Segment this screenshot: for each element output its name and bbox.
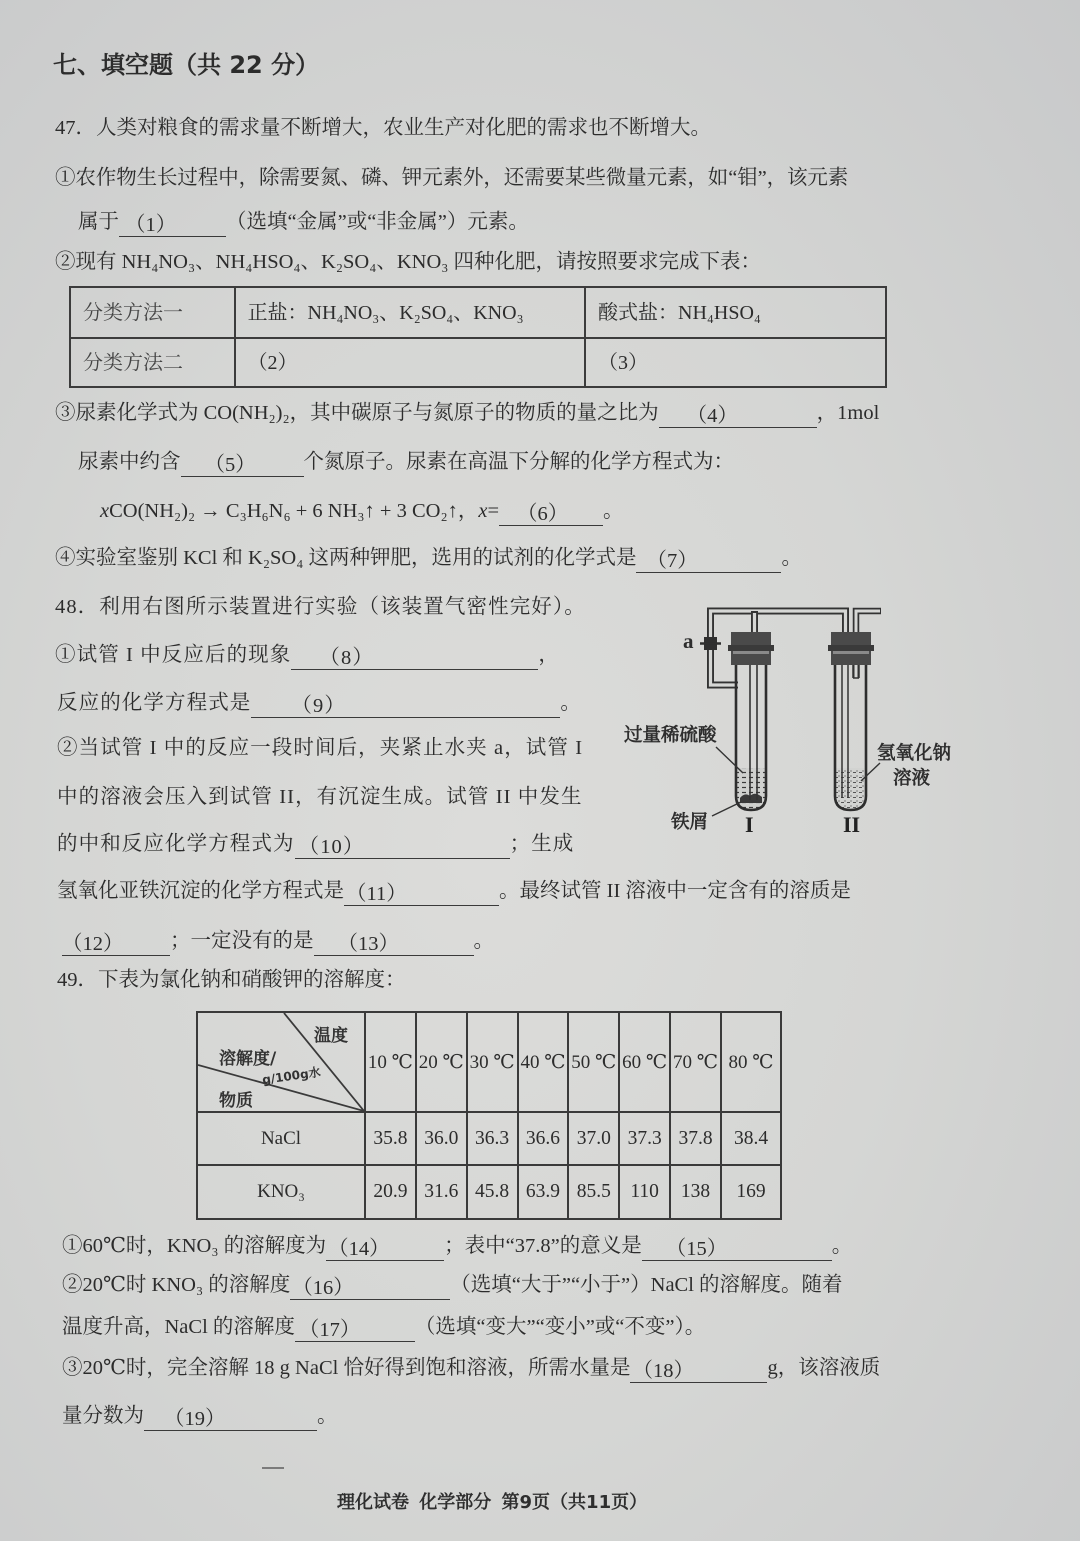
solubility-value: 85.5 xyxy=(568,1165,619,1219)
iron-filings-label: 铁屑 xyxy=(671,812,709,833)
section-title: 七、填空题（共 22 分） xyxy=(53,51,320,79)
q47-part4-prefix: ④实验室鉴别 KCl 和 K₂SO₄ 这两种钾肥，选用的试剂的化学式是 xyxy=(55,547,637,569)
blank-number: （1） xyxy=(125,214,177,236)
equation-coefficient: x xyxy=(100,500,110,522)
corner-unit-label: g/100g水 xyxy=(261,1064,322,1088)
q48-part2-line4-suffix: 。最终试管 II 溶液中一定含有的溶质是 xyxy=(499,880,851,902)
q47-part3-line2 xyxy=(78,449,734,477)
tube-1-label: I xyxy=(745,812,754,837)
temperature-header: 20 ℃ xyxy=(416,1012,467,1112)
answer-blank-9[interactable] xyxy=(251,694,560,718)
table-row xyxy=(70,287,886,338)
equation-variable: x xyxy=(478,500,488,522)
solubility-value: 138 xyxy=(670,1165,721,1219)
answer-blank-3[interactable]: （3） xyxy=(585,338,886,387)
corner-substance-label: 物质 xyxy=(219,1091,253,1111)
q48-part2-line1: ②当试管 I 中的反应一段时间后，夹紧止水夹 a，试管 I xyxy=(57,737,584,759)
answer-blank-13[interactable] xyxy=(314,932,474,956)
tube-2-label: II xyxy=(843,812,861,837)
answer-blank-15[interactable] xyxy=(642,1237,832,1261)
q48-part2-line4-prefix: 氢氧化亚铁沉淀的化学方程式是 xyxy=(57,880,344,902)
corner-temperature-label: 温度 xyxy=(314,1026,348,1046)
q48-part2-line3 xyxy=(57,831,574,859)
q48-part1-line2 xyxy=(57,690,582,718)
answer-blank-6[interactable] xyxy=(499,502,603,526)
q49-stem: 49．下表为氯化钠和硝酸钾的溶解度： xyxy=(57,969,406,991)
acid-label: 过量稀硫酸 xyxy=(624,725,717,746)
blank-number: （13） xyxy=(337,933,399,955)
temperature-header: 40 ℃ xyxy=(518,1012,569,1112)
solubility-table xyxy=(196,1011,782,1220)
solubility-value: 20.9 xyxy=(365,1165,416,1219)
q49-part3-prefix: ③20℃时，完全溶解 18 g NaCl 恰好得到饱和溶液，所需水量是 xyxy=(62,1357,631,1379)
blank-number: （18） xyxy=(632,1360,694,1382)
blank-number: （12） xyxy=(62,933,124,955)
solubility-value: 38.4 xyxy=(721,1112,781,1165)
q47-part1-line1: ①农作物生长过程中，除需要氮、磷、钾元素外，还需要某些微量元素，如“钼”，该元素 xyxy=(55,167,849,189)
q49-part1-suffix: 。 xyxy=(831,1235,853,1257)
q49-part2-line2 xyxy=(62,1314,705,1342)
q49-part3b-suffix: 。 xyxy=(317,1405,338,1427)
temperature-header: 80 ℃ xyxy=(721,1012,781,1112)
q47-stem: 47．人类对粮食的需求量不断增大，农业生产对化肥的需求也不断增大。 xyxy=(55,117,711,139)
q49-part2-line1 xyxy=(62,1272,843,1300)
q49-part1 xyxy=(62,1233,852,1261)
q49-part2b-prefix: 温度升高，NaCl 的溶解度 xyxy=(62,1316,295,1338)
equation-equals: = xyxy=(487,500,500,522)
table-cell-method: 分类方法二 xyxy=(70,338,235,387)
blank-number: （16） xyxy=(292,1277,354,1299)
q48-stem: 48．利用右图所示装置进行实验（该装置气密性完好）。 xyxy=(55,596,586,618)
answer-blank-8[interactable] xyxy=(291,646,538,670)
solubility-value: 36.3 xyxy=(467,1112,518,1165)
answer-blank-12[interactable] xyxy=(62,932,170,956)
q48-part2-line3-prefix: 的中和反应化学方程式为 xyxy=(57,833,295,855)
q47-part2-text: ②现有 NH₄NO₃、NH₄HSO₄、K₂SO₄、KNO₃ 四种化肥，请按照要求完成下表： xyxy=(55,251,762,273)
q49-part1-middle: ；表中“37.8”的意义是 xyxy=(444,1235,642,1257)
q48-part1-suffix: ， xyxy=(538,644,560,666)
stray-mark xyxy=(262,1467,284,1469)
table-header-row xyxy=(197,1012,781,1112)
blank-number: （15） xyxy=(665,1238,728,1260)
table-corner-cell xyxy=(197,1012,365,1112)
substance-cell: KNO₃ xyxy=(197,1165,365,1219)
q48-part2-line3-suffix: ；生成 xyxy=(509,833,575,855)
table-cell-method: 分类方法一 xyxy=(70,287,235,338)
solubility-value: 37.3 xyxy=(619,1112,670,1165)
blank-number: （9） xyxy=(291,695,346,717)
clamp-label-a: a xyxy=(683,629,694,653)
blank-number: （10） xyxy=(298,836,365,858)
naoh-label-line2: 溶液 xyxy=(893,768,931,789)
naoh-label-line1: 氢氧化钠 xyxy=(877,743,952,764)
answer-blank-16[interactable] xyxy=(290,1276,450,1300)
solubility-value: 169 xyxy=(721,1165,781,1219)
q47-part1-line2 xyxy=(78,209,529,237)
answer-blank-10[interactable] xyxy=(295,835,510,859)
substance-cell: NaCl xyxy=(197,1112,365,1165)
acid-leader-line xyxy=(716,747,743,773)
q49-part2b-suffix: （选填“变大”“变小”或“不变”）。 xyxy=(414,1316,706,1338)
iron-leader-line xyxy=(712,802,741,816)
answer-blank-7[interactable] xyxy=(636,549,781,573)
blank-number: （11） xyxy=(346,883,407,905)
answer-blank-4[interactable] xyxy=(659,404,817,428)
blank-number: （6） xyxy=(517,503,569,525)
q48-part2-line2: 中的溶液会压入到试管 II，有沉淀生成。试管 II 中发生 xyxy=(57,786,583,808)
solubility-value: 36.6 xyxy=(518,1112,569,1165)
answer-blank-2[interactable]: （2） xyxy=(235,338,585,387)
solubility-value: 35.8 xyxy=(365,1112,416,1165)
blank-number: （8） xyxy=(319,647,374,669)
q48-part2-line5-suffix: 。 xyxy=(473,930,494,952)
q49-part1-prefix: ①60℃时，KNO₃ 的溶解度为 xyxy=(62,1235,327,1257)
q47-part3-prefix: ③尿素化学式为 CO(NH₂)₂，其中碳原子与氮原子的物质的量之比为 xyxy=(55,402,659,424)
answer-blank-19[interactable] xyxy=(144,1407,317,1431)
q47-part1-prefix: 属于 xyxy=(78,211,119,233)
solubility-value: 37.8 xyxy=(670,1112,721,1165)
answer-blank-5[interactable] xyxy=(181,453,304,477)
solubility-value: 36.0 xyxy=(416,1112,467,1165)
temperature-header: 50 ℃ xyxy=(568,1012,619,1112)
q47-part4-suffix: 。 xyxy=(781,547,802,569)
answer-blank-11[interactable] xyxy=(344,882,499,906)
q48-part1b-suffix: 。 xyxy=(560,692,583,714)
answer-blank-14[interactable] xyxy=(326,1237,444,1261)
corner-solubility-label: 溶解度/ xyxy=(219,1049,277,1069)
q48-part1-line1 xyxy=(55,642,560,670)
q47-part3-line2-suffix: 个氮原子。尿素在高温下分解的化学方程式为： xyxy=(303,451,734,473)
temperature-header: 70 ℃ xyxy=(670,1012,721,1112)
fertilizer-classification-table xyxy=(69,286,887,388)
blank-number: （4） xyxy=(686,405,738,427)
table-cell: 酸式盐：NH₄HSO₄ xyxy=(585,287,886,338)
equation-end: 。 xyxy=(603,500,624,522)
blank-number: （14） xyxy=(328,1238,390,1260)
q48-part2-line4 xyxy=(57,878,851,906)
table-row xyxy=(197,1112,781,1165)
q49-part3-line1 xyxy=(62,1355,880,1383)
answer-blank-18[interactable] xyxy=(630,1359,767,1383)
q49-part3b-prefix: 量分数为 xyxy=(62,1405,144,1427)
temperature-header: 30 ℃ xyxy=(467,1012,518,1112)
q49-part3-suffix: g，该溶液质 xyxy=(767,1357,881,1379)
answer-blank-1[interactable] xyxy=(119,213,226,237)
blank-number: （17） xyxy=(298,1319,361,1341)
q48-part1-prefix: ①试管 I 中反应后的现象 xyxy=(55,644,292,666)
blank-number: （19） xyxy=(164,1408,226,1430)
temperature-header: 60 ℃ xyxy=(619,1012,670,1112)
solubility-value: 45.8 xyxy=(467,1165,518,1219)
page-footer: 理化试卷 化学部分 第9页（共11页） xyxy=(337,1492,648,1513)
table-cell: 正盐：NH₄NO₃、K₂SO₄、KNO₃ xyxy=(235,287,585,338)
q47-part3-line1 xyxy=(55,400,879,428)
test-tube-2 xyxy=(828,632,874,810)
q49-part2-prefix: ②20℃时 KNO₃ 的溶解度 xyxy=(62,1274,291,1296)
q49-part3-line2 xyxy=(62,1403,338,1431)
urea-equation xyxy=(100,498,624,526)
solubility-value: 63.9 xyxy=(518,1165,569,1219)
q47-part1-suffix: （选填“金属”或“非金属”）元素。 xyxy=(226,211,529,233)
q47-part3-line2-prefix: 尿素中约含 xyxy=(78,451,181,473)
q48-part2-line5-middle: ；一定没有的是 xyxy=(170,930,314,952)
q49-part2-suffix: （选填“大于”“小于”）NaCl 的溶解度。随着 xyxy=(450,1274,843,1296)
blank-number: （5） xyxy=(204,454,256,476)
q48-part2-line5 xyxy=(62,928,494,956)
q48-part1b-prefix: 反应的化学方程式是 xyxy=(57,692,252,714)
q47-part3-suffix: ，1mol xyxy=(816,402,880,424)
table-row xyxy=(197,1165,781,1219)
table-row xyxy=(70,338,886,387)
q47-part4 xyxy=(55,545,802,573)
solubility-value: 31.6 xyxy=(416,1165,467,1219)
solubility-value: 110 xyxy=(619,1165,670,1219)
answer-blank-17[interactable] xyxy=(295,1318,415,1342)
solubility-value: 37.0 xyxy=(568,1112,619,1165)
water-clamp-a xyxy=(700,637,721,650)
blank-number: （7） xyxy=(646,550,698,572)
temperature-header: 10 ℃ xyxy=(365,1012,416,1112)
equation-body: CO(NH₂)₂ → C₃H₆N₆ + 6 NH₃↑ + 3 CO₂↑， xyxy=(109,500,479,522)
test-tube-1 xyxy=(728,632,774,810)
